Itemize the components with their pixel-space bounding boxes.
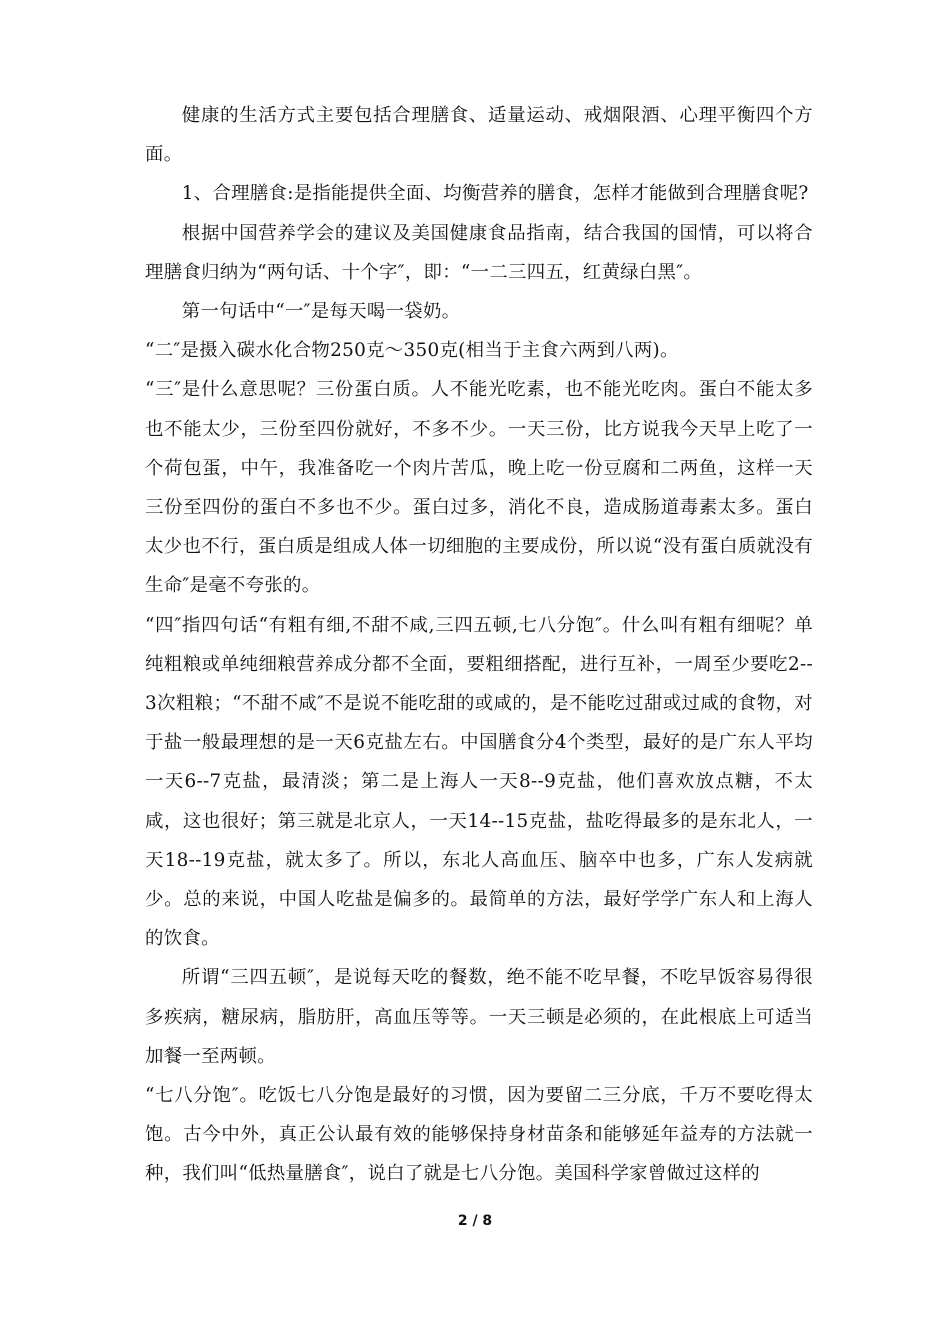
paragraph-6: “三″是什么意思呢？三份蛋白质。人不能光吃素，也不能光吃肉。蛋白不能太多也不能太少，三份至四份就好，不多不少。一天三份，比方说我今天早上吃了一个荷包蛋，中午，我准备吃一个肉片苦瓜，晚上吃一份豆腐和二两鱼，这样一天三份至四份的蛋白不多也不少。蛋白过多，消化不良，造成肠道毒素太多。蛋白太少也不行，蛋白质是组成人体一切细胞的主要成份，所以说“没有蛋白质就没有生命″是毫不夸张的。	[145, 379, 813, 597]
paragraph-5: “二″是摄入碳水化合物250克～350克(相当于主食六两到八两)。	[145, 340, 679, 362]
paragraph-4: 第一句话中“一″是每天喝一袋奶。	[181, 301, 461, 323]
paragraph-7: “四″指四句话“有粗有细,不甜不咸,三四五顿,七八分饱″。什么叫有粗有细呢？单纯粗粮或单纯细粮营养成分都不全面，要粗细搭配，进行互补，一周至少要吃2--3次粗粮；“不甜不咸″不是说不能吃甜的或咸的，是不能吃过甜或过咸的食物，对于盐一般最理想的是一天6克盐左右。中国膳食分4个类型，最好的是广东人平均一天6--7克盐，最清淡；第二是上海人一天8--9克盐，他们喜欢放点糖，不太咸，这也很好；第三就是北京人，一天14--15克盐，盐吃得最多的是东北人，一天18--19克盐，就太多了。所以，东北人高血压、脑卒中也多，广东人发病就少。总的来说，中国人吃盐是偏多的。最简单的方法，最好学学广东人和上海人的饮食。	[145, 614, 813, 950]
paragraph-8: 所谓“三四五顿″，是说每天吃的餐数，绝不能不吃早餐，不吃早饭容易得很多疾病，糖尿病，脂肪肝，高血压等等。一天三顿是必须的，在此根底上可适当加餐一至两顿。	[145, 967, 813, 1067]
paragraph-9: “七八分饱″。吃饭七八分饱是最好的习惯，因为要留二三分底，千万不要吃得太饱。古今中外，真正公认最有效的能够保持身材苗条和能够延年益寿的方法就一种，我们叫“低热量膳食″，说白了就是七八分饱。美国科学家曾做过这样的	[145, 1085, 813, 1185]
document-body	[145, 96, 813, 1194]
paragraph-1: 健康的生活方式主要包括合理膳食、适量运动、戒烟限酒、心理平衡四个方面。	[145, 105, 813, 166]
paragraph-3: 根据中国营养学会的建议及美国健康食品指南，结合我国的国情，可以将合理膳食归纳为“两句话、十个字″，即：“一二三四五，红黄绿白黑″。	[145, 222, 813, 283]
page-number: 2 / 8	[457, 1213, 493, 1229]
paragraph-2: 1、合理膳食:是指能提供全面、均衡营养的膳食，怎样才能做到合理膳食呢?	[181, 183, 809, 205]
